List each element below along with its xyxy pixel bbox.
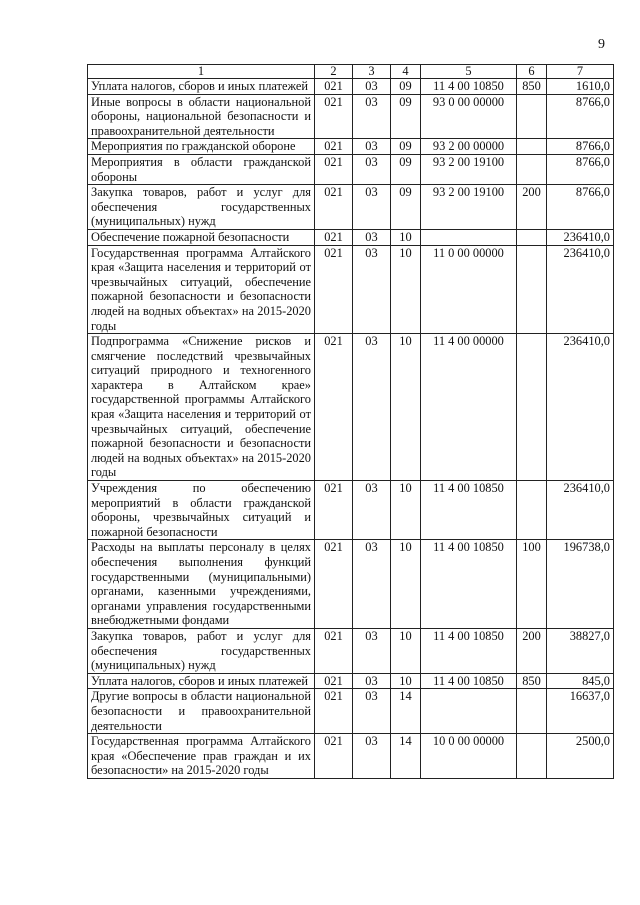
section-code: 03 [353,673,391,689]
subsection-code: 09 [391,154,421,184]
subsection-code: 10 [391,229,421,245]
target-article-code: 10 0 00 00000 [421,734,517,779]
expense-type-code: 200 [517,628,547,673]
table-row [88,94,614,139]
budget-table [87,64,614,779]
subsection-code: 09 [391,94,421,139]
item-name: Обеспечение пожарной безопасности [88,229,315,245]
ministry-code: 021 [315,79,353,95]
amount: 16637,0 [547,689,614,734]
item-name: Другие вопросы в области национальной безопасности и правоохранительной деятельности [88,689,315,734]
ministry-code: 021 [315,94,353,139]
table-row [88,334,614,481]
amount: 845,0 [547,673,614,689]
amount: 1610,0 [547,79,614,95]
item-name: Мероприятия по гражданской обороне [88,139,315,155]
table-row [88,139,614,155]
item-name: Закупка товаров, работ и услуг для обеспечения государственных (муниципальных) нужд [88,185,315,230]
ministry-code: 021 [315,229,353,245]
target-article-code: 11 4 00 10850 [421,673,517,689]
amount: 236410,0 [547,334,614,481]
header-col-3: 3 [353,65,391,79]
subsection-code: 09 [391,185,421,230]
ministry-code: 021 [315,334,353,481]
expense-type-code [517,229,547,245]
header-col-2: 2 [315,65,353,79]
target-article-code: 11 4 00 10850 [421,540,517,629]
ministry-code: 021 [315,628,353,673]
header-row [88,65,614,79]
target-article-code: 93 2 00 00000 [421,139,517,155]
item-name: Подпрограмма «Снижение рисков и смягчение последствий чрезвычайных ситуаций природного и техногенного характера в Алтайском крае» государственной программы Алтайского края «Защита населения и территорий от чрезвычайных ситуаций, обеспечение пожарной безопасности и безопасности людей на водных объектах» на 2015-2020 годы [88,334,315,481]
amount: 236410,0 [547,229,614,245]
table-row [88,154,614,184]
amount: 236410,0 [547,481,614,540]
expense-type-code [517,139,547,155]
expense-type-code [517,689,547,734]
expense-type-code [517,94,547,139]
item-name: Уплата налогов, сборов и иных платежей [88,79,315,95]
target-article-code [421,229,517,245]
section-code: 03 [353,481,391,540]
section-code: 03 [353,689,391,734]
ministry-code: 021 [315,673,353,689]
table-row [88,628,614,673]
target-article-code: 93 2 00 19100 [421,154,517,184]
table-row [88,540,614,629]
target-article-code: 11 4 00 10850 [421,628,517,673]
item-name: Иные вопросы в области национальной обороны, национальной безопасности и правоохранительной деятельности [88,94,315,139]
expense-type-code [517,481,547,540]
ministry-code: 021 [315,185,353,230]
table-row [88,245,614,334]
section-code: 03 [353,540,391,629]
section-code: 03 [353,94,391,139]
item-name: Закупка товаров, работ и услуг для обеспечения государственных (муниципальных) нужд [88,628,315,673]
subsection-code: 14 [391,734,421,779]
target-article-code [421,689,517,734]
table-row [88,481,614,540]
target-article-code: 93 0 00 00000 [421,94,517,139]
target-article-code: 11 4 00 00000 [421,334,517,481]
subsection-code: 09 [391,79,421,95]
section-code: 03 [353,139,391,155]
subsection-code: 10 [391,334,421,481]
subsection-code: 09 [391,139,421,155]
table-header [88,65,614,79]
expense-type-code: 850 [517,673,547,689]
section-code: 03 [353,185,391,230]
target-article-code: 11 0 00 00000 [421,245,517,334]
section-code: 03 [353,154,391,184]
ministry-code: 021 [315,734,353,779]
section-code: 03 [353,245,391,334]
amount: 8766,0 [547,154,614,184]
item-name: Уплата налогов, сборов и иных платежей [88,673,315,689]
amount: 8766,0 [547,185,614,230]
ministry-code: 021 [315,139,353,155]
table-row [88,229,614,245]
subsection-code: 10 [391,245,421,334]
table-row [88,734,614,779]
header-col-6: 6 [517,65,547,79]
table-row [88,79,614,95]
subsection-code: 10 [391,540,421,629]
subsection-code: 10 [391,673,421,689]
item-name: Учреждения по обеспечению мероприятий в области гражданской обороны, чрезвычайных ситуаций и пожарной безопасности [88,481,315,540]
amount: 38827,0 [547,628,614,673]
header-col-4: 4 [391,65,421,79]
ministry-code: 021 [315,689,353,734]
ministry-code: 021 [315,481,353,540]
expense-type-code: 100 [517,540,547,629]
amount: 8766,0 [547,139,614,155]
header-col-7: 7 [547,65,614,79]
subsection-code: 14 [391,689,421,734]
section-code: 03 [353,79,391,95]
section-code: 03 [353,628,391,673]
subsection-code: 10 [391,628,421,673]
header-col-5: 5 [421,65,517,79]
item-name: Расходы на выплаты персоналу в целях обеспечения выполнения функций государственными (муниципальными) органами, казенными учреждениями, органами управления государственными внебюджетными фондами [88,540,315,629]
item-name: Государственная программа Алтайского края «Защита населения и территорий от чрезвычайных ситуаций, обеспечение пожарной безопасности и безопасности людей на водных объектах» на 2015-2020 годы [88,245,315,334]
table-body [88,79,614,779]
table-row [88,185,614,230]
target-article-code: 11 4 00 10850 [421,79,517,95]
expense-type-code [517,154,547,184]
table-row [88,673,614,689]
item-name: Мероприятия в области гражданской обороны [88,154,315,184]
expense-type-code [517,334,547,481]
header-col-1: 1 [88,65,315,79]
section-code: 03 [353,229,391,245]
amount: 196738,0 [547,540,614,629]
ministry-code: 021 [315,245,353,334]
amount: 2500,0 [547,734,614,779]
ministry-code: 021 [315,154,353,184]
section-code: 03 [353,734,391,779]
target-article-code: 11 4 00 10850 [421,481,517,540]
table-row [88,689,614,734]
amount: 8766,0 [547,94,614,139]
expense-type-code: 200 [517,185,547,230]
section-code: 03 [353,334,391,481]
amount: 236410,0 [547,245,614,334]
page-number: 9 [598,37,605,52]
target-article-code: 93 2 00 19100 [421,185,517,230]
subsection-code: 10 [391,481,421,540]
item-name: Государственная программа Алтайского края «Обеспечение прав граждан и их безопасности» на 2015-2020 годы [88,734,315,779]
expense-type-code [517,734,547,779]
ministry-code: 021 [315,540,353,629]
expense-type-code [517,245,547,334]
expense-type-code: 850 [517,79,547,95]
